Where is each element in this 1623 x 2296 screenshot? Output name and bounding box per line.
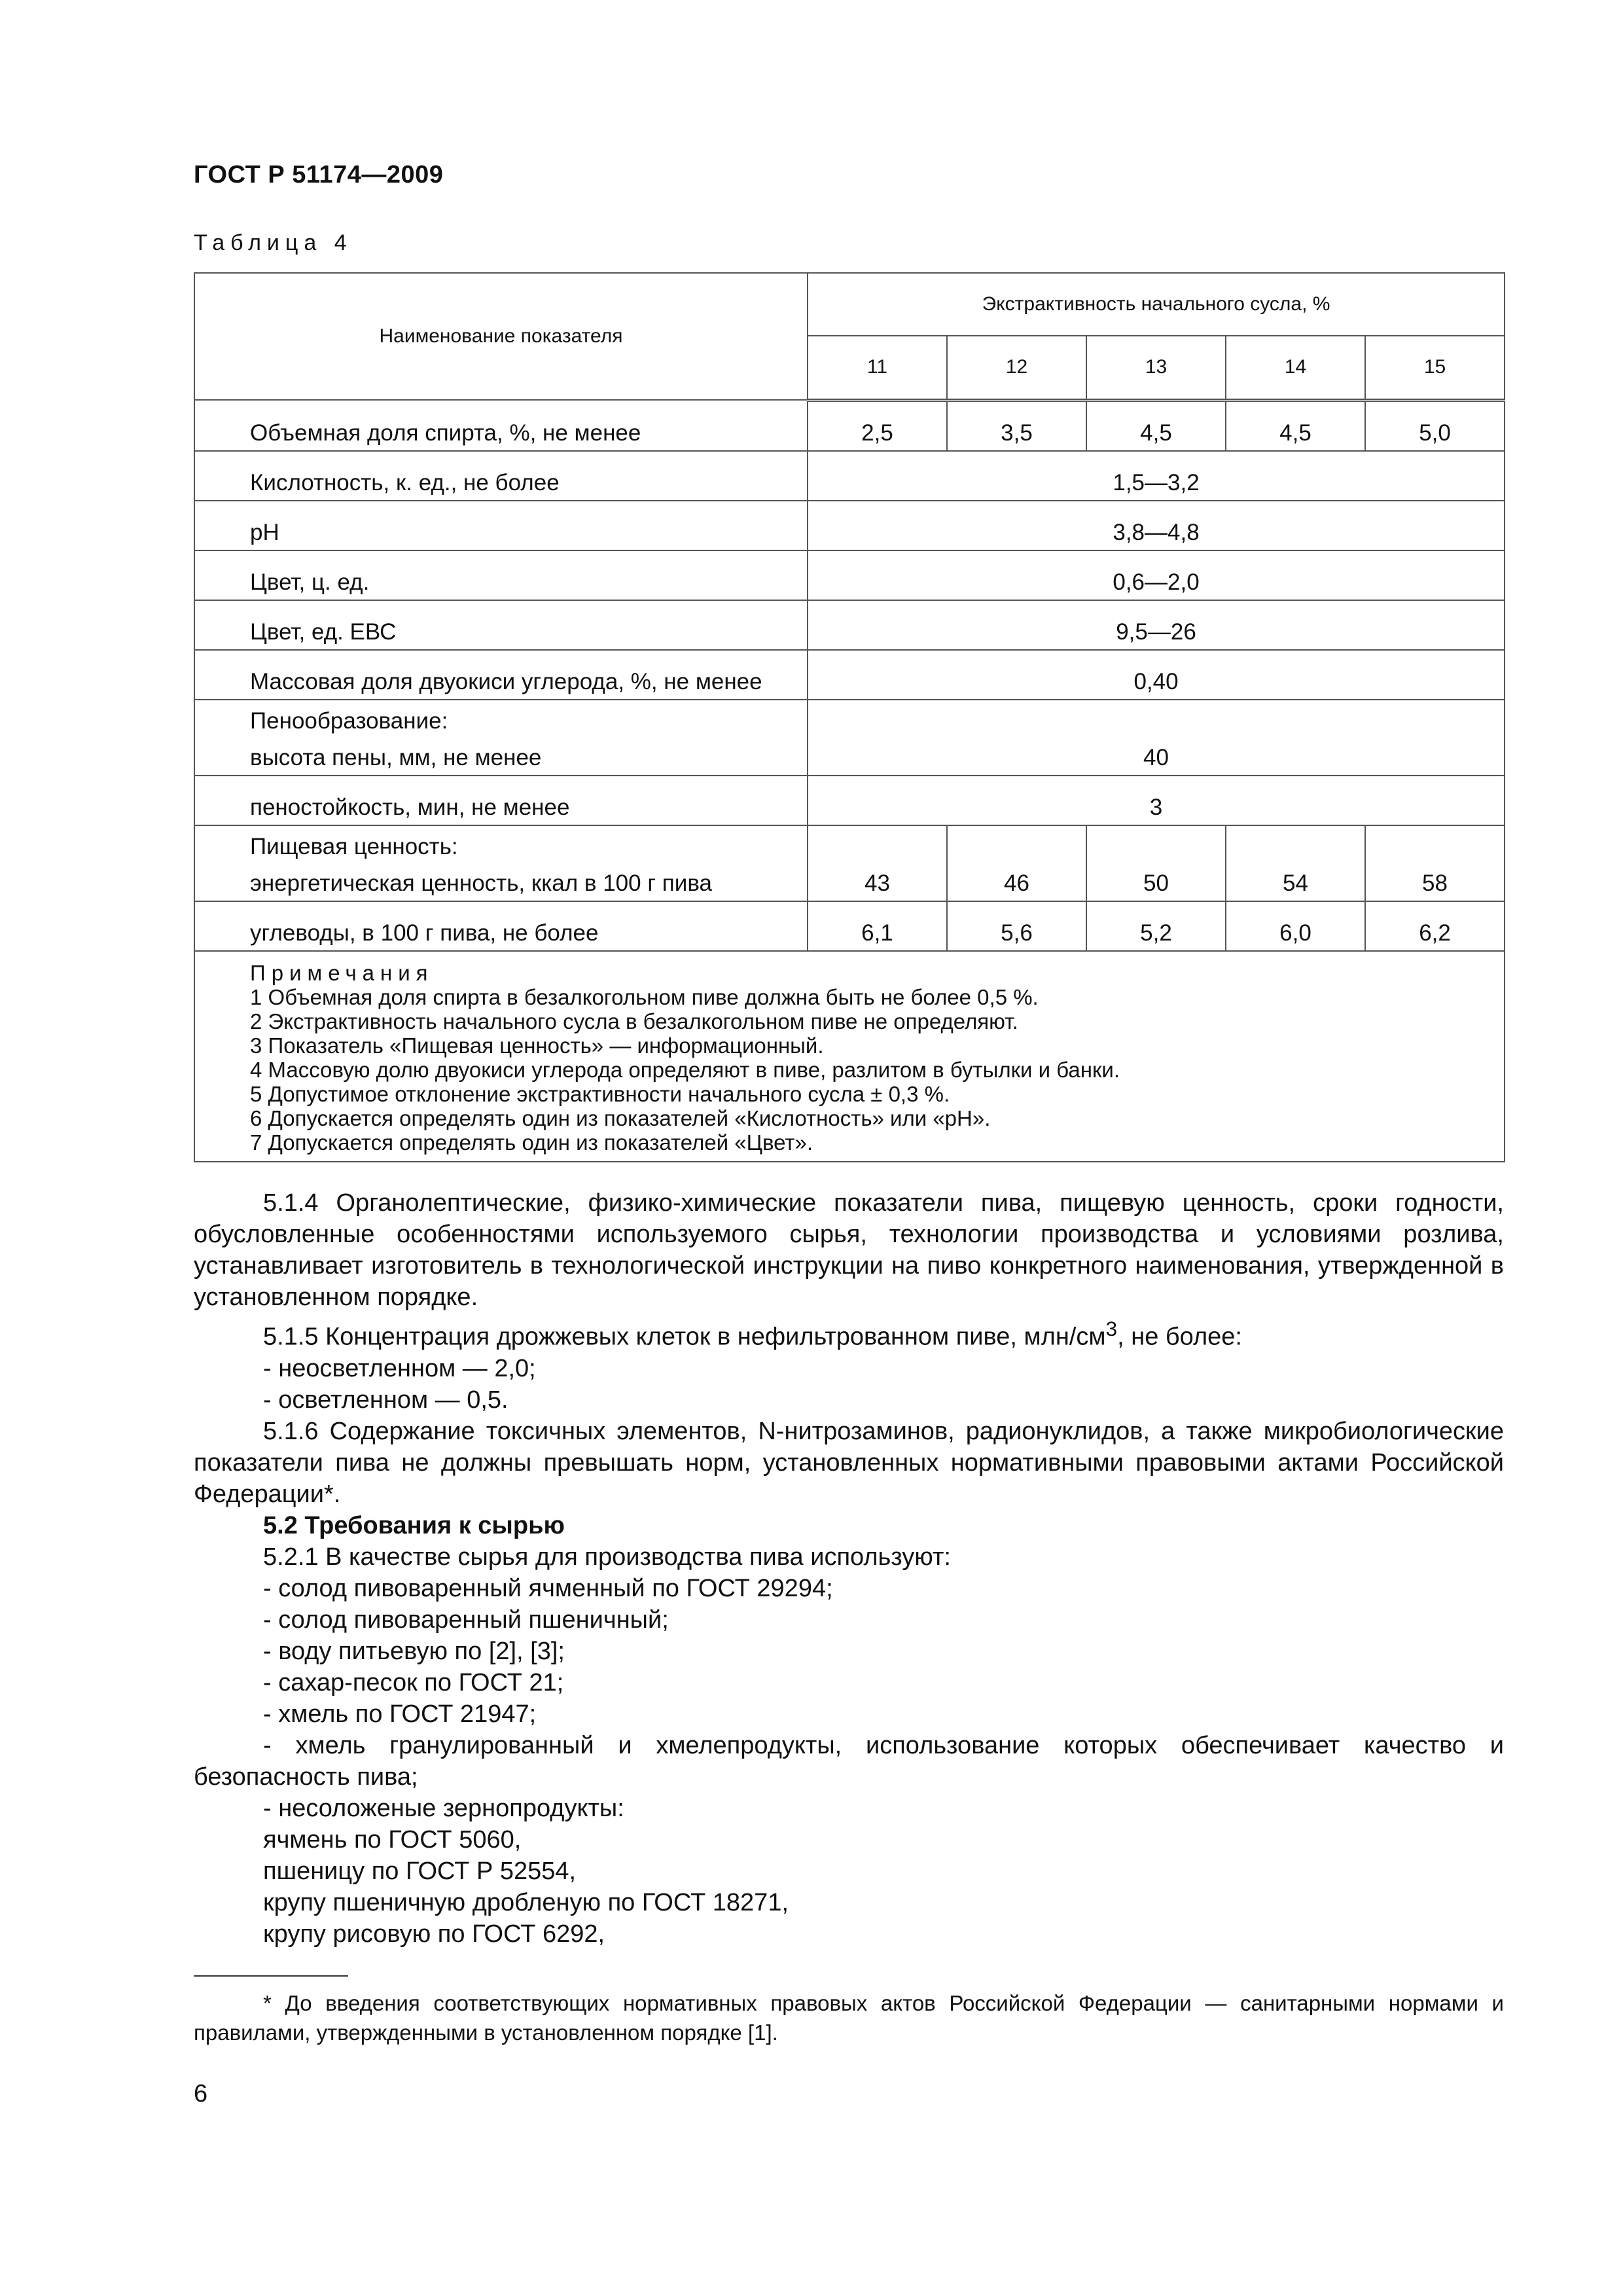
list-item: - солод пивоваренный пшеничный; xyxy=(263,1605,669,1634)
p515-tail: , не более: xyxy=(1117,1323,1242,1351)
body-text xyxy=(194,1187,1504,1950)
cell-value: 3 xyxy=(808,776,1505,825)
row-label: углеводы, в 100 г пива, не более xyxy=(194,901,808,951)
cell-value: 3,8—4,8 xyxy=(808,501,1505,550)
p515-text: 5.1.5 Концентрация дрожжевых клеток в нефильтрованном пиве, млн/см xyxy=(263,1323,1106,1351)
list-item: - хмель по ГОСТ 21947; xyxy=(263,1700,537,1728)
row-label: Пенообразование: xyxy=(194,700,808,742)
col-header: 15 xyxy=(1365,336,1505,400)
col-header: 11 xyxy=(808,336,947,400)
paragraph-5-1-5 xyxy=(194,1313,1504,1353)
cell-value: 9,5—26 xyxy=(808,600,1505,650)
list-item: - хмель гранулированный и хмелепродукты, использование которых обеспечивает качество и безопасность пива; xyxy=(194,1731,1504,1791)
list-item: пшеницу по ГОСТ Р 52554, xyxy=(263,1857,577,1885)
cell-value: 54 xyxy=(1226,825,1365,901)
table-row xyxy=(194,825,1505,868)
list-item: - несоложеные зернопродукты: xyxy=(263,1794,624,1822)
table-notes-row xyxy=(194,951,1505,1162)
page-number: 6 xyxy=(194,2080,208,2108)
table-row xyxy=(194,776,1505,825)
row-label: высота пены, мм, не менее xyxy=(194,742,808,776)
cell-value: 6,1 xyxy=(808,901,947,951)
list-item: - осветленном — 0,5. xyxy=(263,1386,508,1414)
cell-value: 46 xyxy=(947,825,1086,901)
table-row xyxy=(194,451,1505,501)
table-caption: Таблица 4 xyxy=(194,230,353,255)
table-row xyxy=(194,650,1505,700)
cell-value: 5,2 xyxy=(1086,901,1226,951)
list-item: крупу пшеничную дробленую по ГОСТ 18271, xyxy=(263,1888,789,1916)
paragraph-5-1-6: 5.1.6 Содержание токсичных элементов, N-нитрозаминов, радионуклидов, а также микробиологические показатели пива не должны превышать норм, установленных нормативными правовыми актами Российской Федерации*. xyxy=(194,1417,1504,1508)
cell-value: 50 xyxy=(1086,825,1226,901)
table-row xyxy=(194,400,1505,451)
list-item: крупу рисовую по ГОСТ 6292, xyxy=(263,1920,605,1948)
section-heading-5-2: 5.2 Требования к сырью xyxy=(263,1511,565,1539)
list-item: - сахар-песок по ГОСТ 21; xyxy=(263,1668,564,1696)
list-item: - воду питьевую по [2], [3]; xyxy=(263,1637,565,1665)
note-item: 6 Допускается определять один из показателей «Кислотность» или «pH». xyxy=(250,1105,991,1130)
table-row xyxy=(194,901,1505,951)
cell-value: 5,6 xyxy=(947,901,1086,951)
paragraph-5-2-1: 5.2.1 В качестве сырья для производства пива используют: xyxy=(263,1543,951,1571)
cell-value: 1,5—3,2 xyxy=(808,451,1505,501)
table-row xyxy=(194,550,1505,600)
spec-table xyxy=(194,272,1505,1162)
table-row xyxy=(194,700,1505,742)
note-item: 7 Допускается определять один из показателей «Цвет». xyxy=(250,1130,813,1155)
table-row xyxy=(194,600,1505,650)
table-notes xyxy=(194,951,1505,1162)
cell-value: 4,5 xyxy=(1226,400,1365,451)
note-item: 1 Объемная доля спирта в безалкогольном пиве должна быть не более 0,5 %. xyxy=(250,984,1039,1009)
col-header: 14 xyxy=(1226,336,1365,400)
p515-sup: 3 xyxy=(1105,1317,1118,1340)
cell-value: 6,0 xyxy=(1226,901,1365,951)
col-name-header: Наименование показателя xyxy=(194,273,808,400)
cell-value: 3,5 xyxy=(947,400,1086,451)
standard-id: ГОСТ Р 51174—2009 xyxy=(194,161,444,188)
cell-value: 6,2 xyxy=(1365,901,1505,951)
note-item: 4 Массовую долю двуокиси углерода определяют в пиве, разлитом в бутылки и банки. xyxy=(250,1057,1120,1082)
row-label: Цвет, ед. ЕВС xyxy=(194,600,808,650)
row-label: энергетическая ценность, ккал в 100 г пива xyxy=(194,868,808,901)
row-label: pH xyxy=(194,501,808,550)
row-label: Цвет, ц. ед. xyxy=(194,550,808,600)
cell-value: 58 xyxy=(1365,825,1505,901)
footnote: * До введения соответствующих нормативных правовых актов Российской Федерации — санитарными нормами и правилами, утвержденными в установленном порядке [1]. xyxy=(194,1991,1504,2045)
cell-value: 0,40 xyxy=(808,650,1505,700)
note-item: 3 Показатель «Пищевая ценность» — информационный. xyxy=(250,1033,824,1058)
note-item: 5 Допустимое отклонение экстрактивности начального сусла ± 0,3 %. xyxy=(250,1081,950,1106)
row-label: Пищевая ценность: xyxy=(194,825,808,868)
cell-value: 0,6—2,0 xyxy=(808,550,1505,600)
row-label: Массовая доля двуокиси углерода, %, не менее xyxy=(194,650,808,700)
list-item: - неосветленном — 2,0; xyxy=(263,1354,536,1382)
row-label: Кислотность, к. ед., не более xyxy=(194,451,808,501)
list-item: - солод пивоваренный ячменный по ГОСТ 29294; xyxy=(263,1574,833,1602)
row-label: пеностойкость, мин, не менее xyxy=(194,776,808,825)
cell-value: 5,0 xyxy=(1365,400,1505,451)
row-label: Объемная доля спирта, %, не менее xyxy=(194,400,808,451)
footnote-divider xyxy=(194,1975,348,1977)
paragraph-5-1-4: 5.1.4 Органолептические, физико-химические показатели пива, пищевую ценность, сроки годности, обусловленные особенностями используемого сырья, технологии производства и условиями розлива, устанавливает изготовитель в технологической инструкции на пиво конкретного наименования, утвержденной в установленном порядке. xyxy=(194,1189,1504,1311)
col-header: 12 xyxy=(947,336,1086,400)
cell-value: 2,5 xyxy=(808,400,947,451)
notes-title: Примечания xyxy=(250,960,434,985)
table-row xyxy=(194,501,1505,550)
cell-value: 40 xyxy=(808,700,1505,776)
group-header: Экстрактивность начального сусла, % xyxy=(808,273,1505,336)
list-item: ячмень по ГОСТ 5060, xyxy=(263,1825,522,1854)
note-item: 2 Экстрактивность начального сусла в безалкогольном пиве не определяют. xyxy=(250,1009,1018,1033)
cell-value: 43 xyxy=(808,825,947,901)
cell-value: 4,5 xyxy=(1086,400,1226,451)
col-header: 13 xyxy=(1086,336,1226,400)
